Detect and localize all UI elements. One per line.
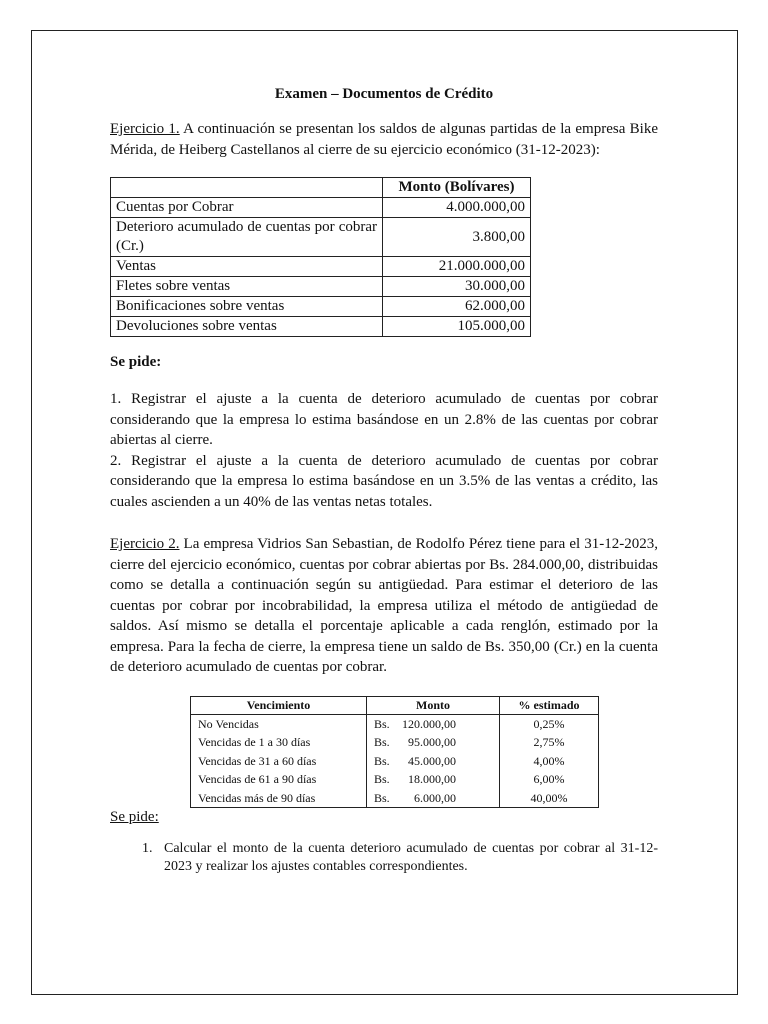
aging-header-monto: Monto	[367, 696, 500, 714]
row-label: Deterioro acumulado de cuentas por cobrar (Cr.)	[111, 218, 383, 257]
aging-amount	[367, 770, 500, 789]
task-item: 1. Registrar el ajuste a la cuenta de deterioro acumulado de cuentas por cobrar considerando que la empresa lo estima basándose en un 2.8% de las cuentas por cobrar abiertas al cierre.	[110, 391, 658, 448]
ejercicio-1-label: Ejercicio 1.	[110, 121, 180, 137]
row-value: 105.000,00	[383, 317, 531, 337]
ejercicio-1-intro	[110, 119, 658, 160]
aging-pct: 2,75%	[533, 735, 565, 750]
ejercicio-1-text: A continuación se presentan los saldos de algunas partidas de la empresa Bike Mérida, de Heiberg Castellanos al cierre de su ejercicio económico (31-12-2023):	[110, 121, 658, 158]
aging-pct: 40,00%	[530, 790, 568, 805]
aging-table	[190, 696, 599, 809]
row-label: Bonificaciones sobre ventas	[111, 297, 383, 317]
aging-pct: 6,00%	[533, 772, 565, 787]
table-row	[111, 257, 531, 277]
aging-label: Vencidas de 61 a 90 días	[191, 770, 367, 789]
balances-header-blank	[111, 178, 383, 198]
amount-value: 120.000,00	[402, 716, 456, 731]
aging-label: Vencidas de 1 a 30 días	[191, 733, 367, 752]
table-row	[111, 218, 531, 257]
table-row	[191, 770, 599, 789]
table-row	[191, 733, 599, 752]
aging-amount	[367, 789, 500, 808]
amount-value: 6.000,00	[414, 790, 456, 805]
currency-label: Bs.	[374, 772, 390, 787]
ejercicio-1-tasks	[110, 389, 658, 512]
document-body	[110, 86, 658, 876]
ejercicio-1-se-pide: Se pide:	[110, 354, 162, 370]
ejercicio-2-text: La empresa Vidrios San Sebastian, de Rodolfo Pérez tiene para el 31-12-2023, cierre del ejercicio económico, cuentas por cobrar abiertas por Bs. 284.000,00, distribuidas como se detalla a continuación según su antigüedad. Para estimar el deterioro de las cuentas por cobrar por incobrabilidad, la empresa utiliza el método de antigüedad de saldos. Así mismo se detalla el porcentaje aplicable a cada renglón, estimado por la empresa. Para la fecha de cierre, la empresa tiene un saldo de Bs. 350,00 (Cr.) en la cuenta de deterioro acumulado de cuentas por cobrar.	[110, 536, 658, 675]
aging-pct: 0,25%	[533, 716, 565, 731]
ejercicio-2-tasks	[110, 840, 658, 876]
table-row	[111, 297, 531, 317]
row-value: 4.000.000,00	[383, 198, 531, 218]
currency-label: Bs.	[374, 716, 390, 731]
row-label: Cuentas por Cobrar	[111, 198, 383, 218]
aging-amount	[367, 733, 500, 752]
table-row	[111, 277, 531, 297]
ejercicio-2-label: Ejercicio 2.	[110, 536, 180, 552]
ejercicio-2-se-pide: Se pide:	[110, 809, 159, 826]
amount-value: 95.000,00	[408, 735, 456, 750]
task-item: 1. Calcular el monto de la cuenta deterioro acumulado de cuentas por cobrar al 31-12-2023 y realizar los ajustes contables correspondientes.	[156, 840, 658, 876]
row-value: 30.000,00	[383, 277, 531, 297]
row-value: 62.000,00	[383, 297, 531, 317]
aging-header-vencimiento: Vencimiento	[191, 696, 367, 714]
aging-table-wrapper	[190, 696, 658, 809]
table-row	[191, 752, 599, 771]
amount-value: 18.000,00	[408, 772, 456, 787]
row-value: 3.800,00	[383, 218, 531, 257]
balances-table	[110, 177, 531, 337]
table-row	[191, 789, 599, 808]
document-title: Examen – Documentos de Crédito	[274, 86, 494, 102]
row-value: 21.000.000,00	[383, 257, 531, 277]
balances-header-amount: Monto (Bolívares)	[383, 178, 531, 198]
table-row	[111, 198, 531, 218]
aging-pct: 4,00%	[533, 753, 565, 768]
table-row	[191, 714, 599, 733]
aging-label: No Vencidas	[191, 714, 367, 733]
aging-header-pct: % estimado	[500, 696, 599, 714]
currency-label: Bs.	[374, 735, 390, 750]
aging-label: Vencidas más de 90 días	[191, 789, 367, 808]
aging-label: Vencidas de 31 a 60 días	[191, 752, 367, 771]
row-label: Fletes sobre ventas	[111, 277, 383, 297]
aging-amount	[367, 714, 500, 733]
row-label: Ventas	[111, 257, 383, 277]
aging-amount	[367, 752, 500, 771]
currency-label: Bs.	[374, 790, 390, 805]
task-item: 2. Registrar el ajuste a la cuenta de deterioro acumulado de cuentas por cobrar considerando que la empresa lo estima basándose en un 3.5% de las ventas a crédito, las cuales ascienden a un 40% de las ventas netas totales.	[110, 452, 658, 510]
currency-label: Bs.	[374, 753, 390, 768]
table-row	[111, 317, 531, 337]
ejercicio-2-intro	[110, 534, 658, 678]
row-label: Devoluciones sobre ventas	[111, 317, 383, 337]
amount-value: 45.000,00	[408, 753, 456, 768]
